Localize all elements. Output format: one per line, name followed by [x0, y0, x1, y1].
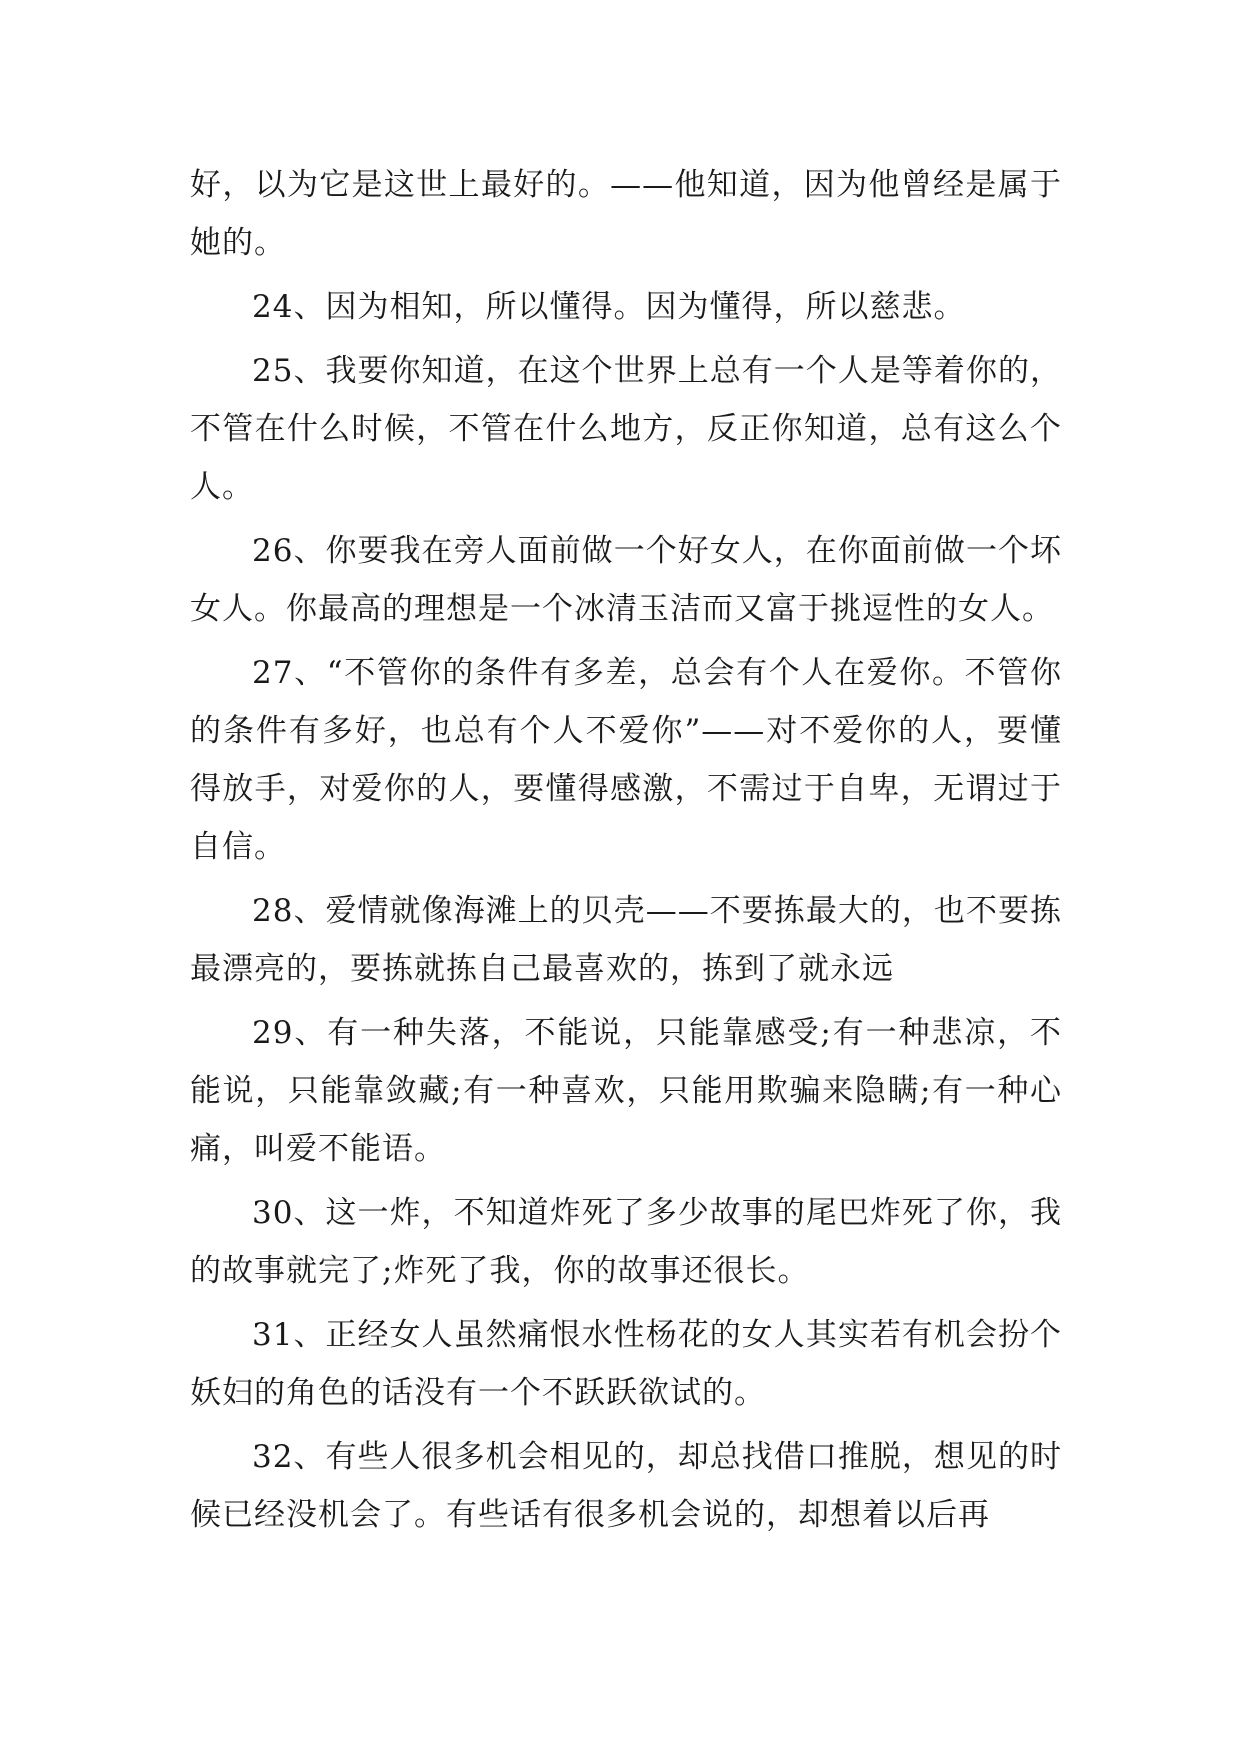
paragraph-29: 29、有一种失落，不能说，只能靠感受;有一种悲凉，不能说，只能靠敛藏;有一种喜欢，只能用欺骗来隐瞒;有一种心痛，叫爱不能语。: [190, 1015, 1062, 1167]
paragraph-32: 32、有些人很多机会相见的，却总找借口推脱，想见的时候已经没机会了。有些话有很多机会说的，却想着以后再: [190, 1439, 1062, 1533]
paragraph-26: 26、你要我在旁人面前做一个好女人，在你面前做一个坏女人。你最高的理想是一个冰清玉洁而又富于挑逗性的女人。: [190, 533, 1062, 627]
document-page: [190, 156, 1062, 1550]
paragraph-31: 31、正经女人虽然痛恨水性杨花的女人其实若有机会扮个妖妇的角色的话没有一个不跃跃欲试的。: [190, 1317, 1062, 1411]
paragraph-30: 30、这一炸，不知道炸死了多少故事的尾巴炸死了你，我的故事就完了;炸死了我，你的故事还很长。: [190, 1195, 1062, 1289]
paragraph-25: 25、我要你知道，在这个世界上总有一个人是等着你的，不管在什么时候，不管在什么地方，反正你知道，总有这么个人。: [190, 353, 1062, 505]
paragraph-28: 28、爱情就像海滩上的贝壳——不要拣最大的，也不要拣最漂亮的，要拣就拣自己最喜欢的，拣到了就永远: [190, 893, 1062, 987]
paragraph-continued: 好，以为它是这世上最好的。——他知道，因为他曾经是属于她的。: [190, 167, 1062, 261]
paragraph-24: 24、因为相知，所以懂得。因为懂得，所以慈悲。: [252, 289, 966, 325]
paragraph-27: 27、“不管你的条件有多差，总会有个人在爱你。不管你的条件有多好，也总有个人不爱你”——对不爱你的人，要懂得放手，对爱你的人，要懂得感激，不需过于自卑，无谓过于自信。: [190, 655, 1062, 865]
